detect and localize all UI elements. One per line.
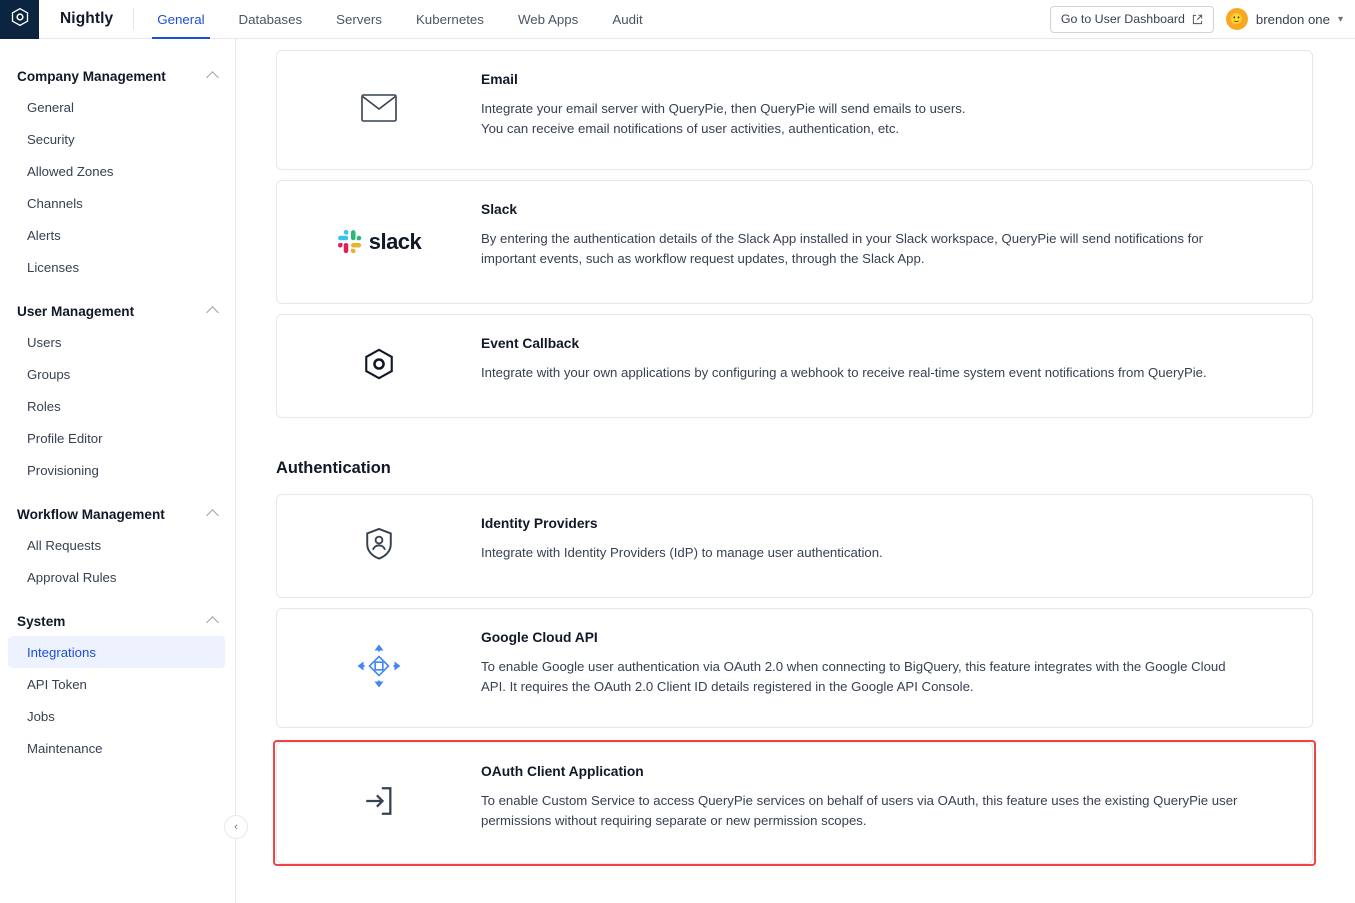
sidebar-item-profile-editor[interactable]: Profile Editor: [27, 430, 103, 446]
card-identity-providers[interactable]: [276, 494, 1313, 598]
card-desc-line1: To enable Custom Service to access QueryPie services on behalf of users via OAuth, this feature uses the existing QueryPie user: [481, 793, 1238, 808]
nav-audit[interactable]: Audit: [612, 11, 643, 27]
app-logo[interactable]: [0, 0, 39, 39]
nav-general[interactable]: General: [140, 0, 221, 39]
sidebar-item-provisioning[interactable]: Provisioning: [27, 462, 99, 478]
sidebar-section-user-management[interactable]: [0, 296, 235, 326]
nav-databases[interactable]: Databases: [238, 11, 303, 27]
card-title: Event Callback: [481, 336, 580, 351]
chevron-up-icon: [206, 616, 219, 629]
sidebar-item-approval-rules[interactable]: Approval Rules: [27, 569, 117, 585]
sidebar-item-licenses[interactable]: Licenses: [27, 259, 80, 275]
card-title: OAuth Client Application: [481, 764, 644, 779]
card-body: [481, 181, 1227, 291]
dashboard-button-label: Go to User Dashboard: [1060, 12, 1185, 26]
card-icon-wrap: [277, 609, 481, 727]
card-title: Identity Providers: [481, 516, 598, 531]
top-bar-right: [1050, 6, 1355, 33]
card-icon-wrap: [277, 315, 481, 417]
header-divider: [133, 8, 134, 30]
sidebar: [0, 39, 236, 903]
brand-name: Nightly: [60, 10, 114, 27]
sidebar-collapse-button[interactable]: [224, 815, 248, 839]
card-google-cloud-api[interactable]: [276, 608, 1313, 728]
card-icon-wrap: [277, 495, 481, 597]
card-email[interactable]: [276, 50, 1313, 170]
card-desc-line1: Integrate with your own applications by configuring a webhook to receive real-time system event notifications from QueryPie.: [481, 365, 1207, 380]
sidebar-item-security[interactable]: Security: [27, 131, 75, 147]
login-arrow-icon: [362, 784, 396, 823]
sidebar-item-groups[interactable]: Groups: [27, 366, 71, 382]
card-desc-line1: Integrate your email server with QueryPie, then QueryPie will send emails to users.: [481, 101, 966, 116]
chevron-up-icon: [206, 71, 219, 84]
card-title: Google Cloud API: [481, 630, 598, 645]
main-content: [237, 39, 1355, 903]
sidebar-item-integrations[interactable]: Integrations: [8, 636, 225, 668]
card-oauth-client-application[interactable]: [276, 742, 1313, 864]
chevron-up-icon: [206, 509, 219, 522]
sidebar-item-all-requests[interactable]: All Requests: [27, 537, 102, 553]
card-body: [481, 51, 989, 161]
card-desc-line1: To enable Google user authentication via OAuth 2.0 when connecting to BigQuery, this feature integrates with the Google Cloud: [481, 659, 1226, 674]
card-icon-wrap: [277, 743, 481, 863]
section-title-authentication: Authentication: [276, 459, 391, 477]
chevron-up-icon: [206, 306, 219, 319]
card-desc-line2: permissions without requiring separate or new permission scopes.: [481, 813, 867, 829]
user-menu[interactable]: [1226, 8, 1343, 30]
card-title: Email: [481, 72, 518, 87]
sidebar-section-title: Company Management: [17, 68, 166, 84]
sidebar-spacer: [0, 283, 235, 296]
sidebar-item-alerts[interactable]: Alerts: [27, 227, 61, 243]
card-event-callback[interactable]: [276, 314, 1313, 418]
querypie-logo-icon: [10, 7, 30, 32]
chevron-down-icon: ▾: [1337, 13, 1343, 25]
go-to-user-dashboard-button[interactable]: [1050, 6, 1214, 33]
sidebar-spacer: [0, 593, 235, 606]
sidebar-item-channels[interactable]: Channels: [27, 195, 83, 211]
sidebar-item-general[interactable]: General: [27, 99, 74, 115]
card-desc-line1: By entering the authentication details of the Slack App installed in your Slack workspace, QueryPie will send notifications for: [481, 231, 1204, 246]
envelope-icon: [361, 94, 397, 127]
card-desc-line2: important events, such as workflow request updates, through the Slack App.: [481, 251, 925, 267]
sidebar-section-company-management[interactable]: [0, 61, 235, 91]
avatar: 🙂: [1226, 8, 1248, 30]
user-name: brendon one: [1255, 11, 1330, 27]
shield-user-icon: [363, 527, 395, 566]
sidebar-section-workflow-management[interactable]: [0, 499, 235, 529]
card-slack[interactable]: [276, 180, 1313, 304]
sidebar-section-title: System: [17, 613, 66, 629]
sidebar-item-users[interactable]: Users: [27, 334, 62, 350]
google-cloud-api-icon: [356, 643, 402, 694]
sidebar-section-title: Workflow Management: [17, 506, 165, 522]
chevron-left-icon: ‹: [234, 821, 238, 833]
sidebar-section-title: User Management: [17, 303, 135, 319]
card-desc-line1: Integrate with Identity Providers (IdP) to manage user authentication.: [481, 545, 883, 560]
card-desc-line2: API. It requires the OAuth 2.0 Client ID details registered in the Google API Console.: [481, 679, 974, 695]
sidebar-item-maintenance[interactable]: Maintenance: [27, 740, 103, 756]
event-callback-icon: [362, 347, 396, 386]
card-body: [481, 609, 1250, 719]
sidebar-item-api-token[interactable]: API Token: [27, 676, 87, 692]
sidebar-item-allowed-zones[interactable]: Allowed Zones: [27, 163, 114, 179]
nav-kubernetes[interactable]: Kubernetes: [415, 11, 484, 27]
card-body: [481, 495, 907, 584]
card-body: [481, 315, 1231, 404]
nav-web-apps[interactable]: Web Apps: [517, 11, 579, 27]
slack-logo-icon: slack: [337, 229, 422, 255]
card-desc-line2: You can receive email notifications of user activities, authentication, etc.: [481, 121, 900, 137]
sidebar-item-jobs[interactable]: Jobs: [27, 708, 55, 724]
card-icon-wrap: [277, 181, 481, 303]
top-bar: [0, 0, 1355, 39]
external-link-icon: [1192, 14, 1203, 25]
card-title: Slack: [481, 202, 518, 217]
main-nav: [140, 0, 659, 39]
nav-servers[interactable]: Servers: [336, 11, 382, 27]
card-icon-wrap: [277, 51, 481, 169]
sidebar-section-system[interactable]: [0, 606, 235, 636]
sidebar-item-roles[interactable]: Roles: [27, 398, 61, 414]
sidebar-spacer: [0, 486, 235, 499]
card-body: [481, 743, 1261, 853]
